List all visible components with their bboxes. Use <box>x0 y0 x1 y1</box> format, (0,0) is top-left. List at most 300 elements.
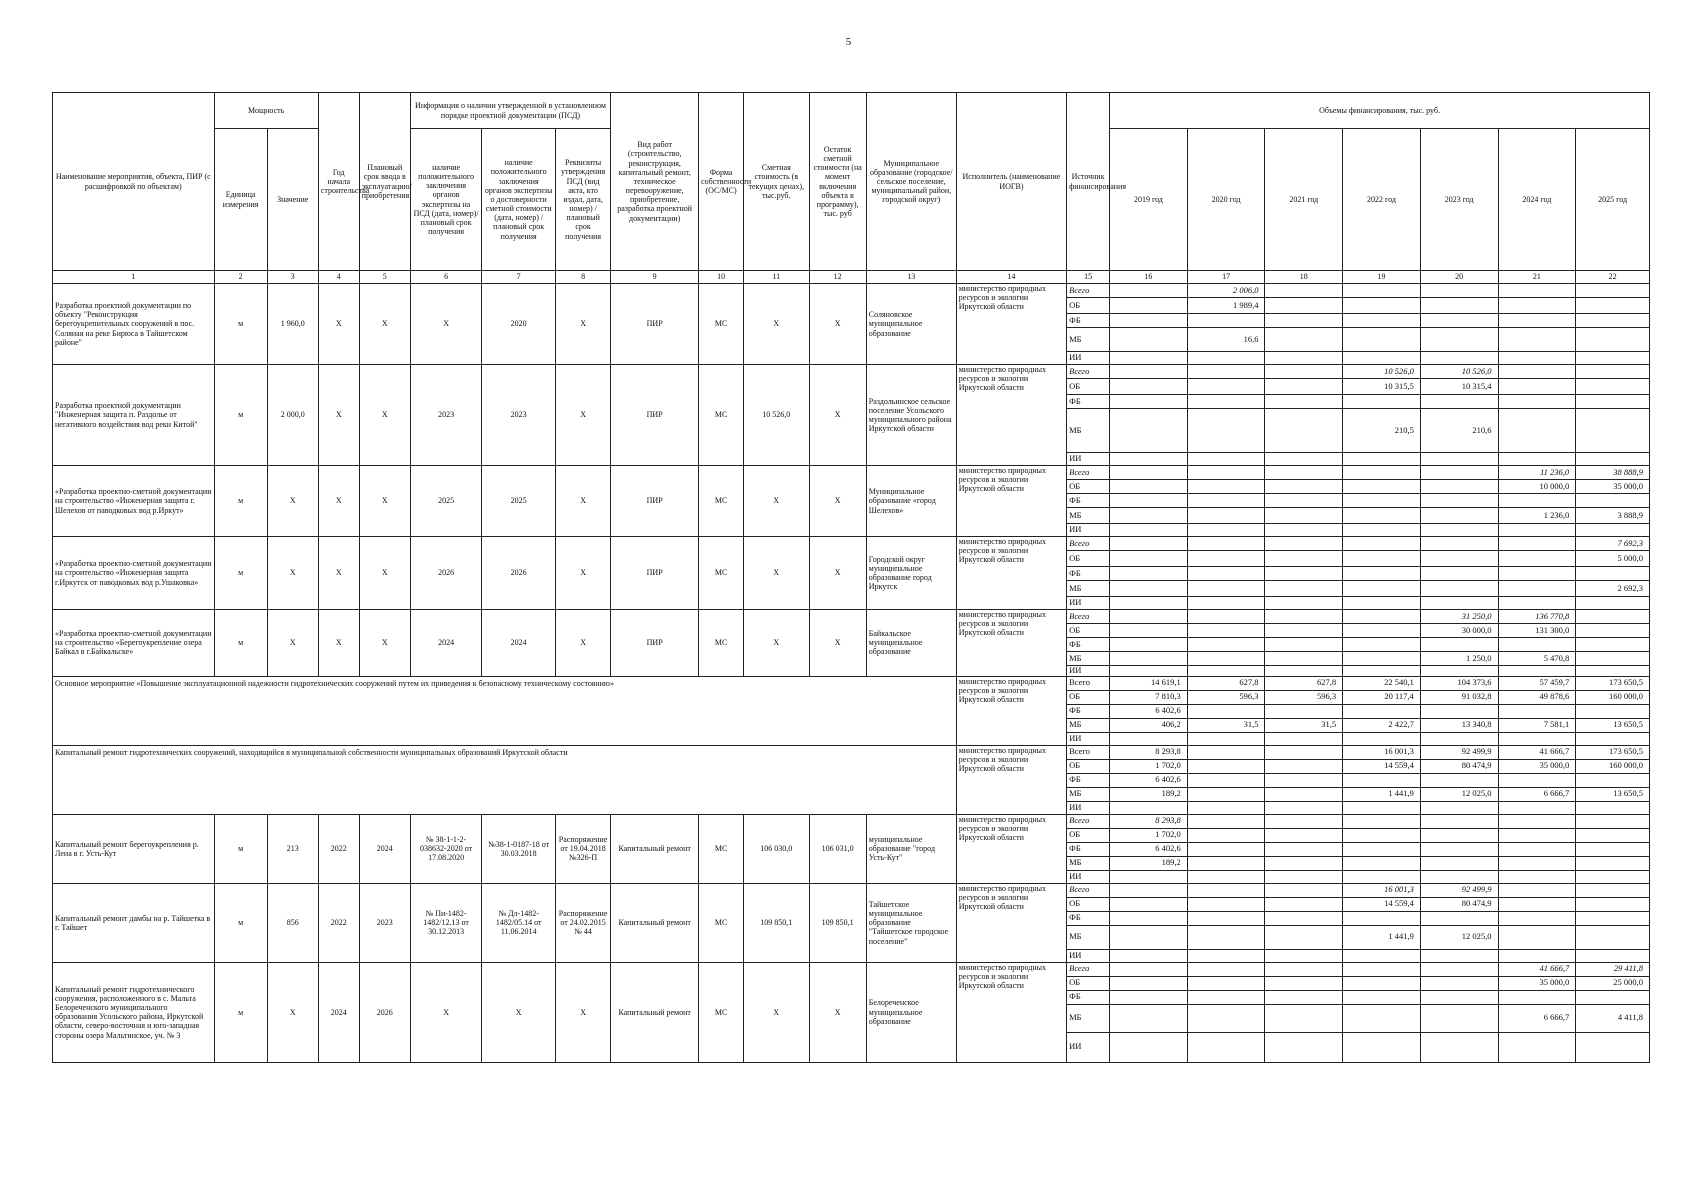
psd-cost-cell: 2024 <box>482 610 556 677</box>
funding-value <box>1343 814 1421 828</box>
funding-value <box>1343 976 1421 990</box>
funding-value <box>1110 638 1188 652</box>
funding-value <box>1498 856 1576 870</box>
funding-value <box>1343 567 1421 581</box>
funding-value <box>1110 395 1188 409</box>
municipal-cell: Тайшетское муниципальное образование "Тайшетское городское поселение" <box>866 883 956 962</box>
funding-value <box>1498 638 1576 652</box>
funding-value <box>1187 409 1265 453</box>
header-municipal: Муниципальное образование (городское/сельское поселение, муниципальный район, городской округ) <box>866 93 956 271</box>
funding-value: 210,6 <box>1420 409 1498 453</box>
funding-value <box>1576 870 1650 883</box>
est-cost-cell: Х <box>744 466 809 537</box>
funding-value <box>1265 759 1343 773</box>
funding-value <box>1498 453 1576 466</box>
funding-value: 80 474,9 <box>1420 759 1498 773</box>
funding-value <box>1576 314 1650 328</box>
column-number: 18 <box>1265 271 1343 284</box>
work-type-cell: ПИР <box>611 537 699 610</box>
funding-source-row <box>53 284 1650 298</box>
funding-value <box>1110 480 1188 494</box>
column-number: 8 <box>555 271 610 284</box>
funding-value <box>1265 842 1343 856</box>
funding-value <box>1420 856 1498 870</box>
funding-value <box>1498 494 1576 508</box>
executor-cell: министерство природных ресурсов и экологии Иркутской области <box>956 284 1066 365</box>
funding-value: 5 470,8 <box>1498 652 1576 666</box>
funding-value <box>1187 395 1265 409</box>
funding-source-row <box>53 883 1650 897</box>
funding-value <box>1498 801 1576 814</box>
funding-value <box>1343 652 1421 666</box>
funding-value: 6 402,6 <box>1110 704 1188 718</box>
header-value: Значение <box>267 129 318 271</box>
funding-value <box>1576 773 1650 787</box>
funding-value <box>1187 870 1265 883</box>
funding-value <box>1343 524 1421 537</box>
funding-value <box>1265 638 1343 652</box>
work-type-cell: Капитальный ремонт <box>611 883 699 962</box>
remainder-cell: Х <box>809 962 866 1062</box>
header-funding: Объемы финансирования, тыс. руб. <box>1110 93 1650 129</box>
funding-value <box>1576 328 1650 352</box>
funding-value <box>1343 624 1421 638</box>
funding-value <box>1498 379 1576 395</box>
funding-value: 57 459,7 <box>1498 676 1576 690</box>
source-label: МБ <box>1067 925 1110 949</box>
funding-value: 14 619,1 <box>1110 676 1188 690</box>
source-label: ИИ <box>1067 949 1110 962</box>
funding-value <box>1498 814 1576 828</box>
capacity-value: 213 <box>267 814 318 883</box>
funding-value <box>1187 365 1265 379</box>
funding-value <box>1498 732 1576 745</box>
unit-cell: м <box>214 610 267 677</box>
column-number: 11 <box>744 271 809 284</box>
funding-value <box>1110 883 1188 897</box>
header-year: 2024 год <box>1498 129 1576 271</box>
funding-value: 80 474,9 <box>1420 897 1498 911</box>
header-year: 2022 год <box>1343 129 1421 271</box>
funding-value <box>1498 897 1576 911</box>
funding-value: 6 402,6 <box>1110 773 1188 787</box>
funding-value: 1 989,4 <box>1187 298 1265 314</box>
ownership-cell: МС <box>699 962 744 1062</box>
funding-value <box>1265 883 1343 897</box>
work-type-cell: ПИР <box>611 610 699 677</box>
funding-value <box>1576 624 1650 638</box>
funding-value <box>1187 567 1265 581</box>
header-unit: Единица измерения <box>214 129 267 271</box>
funding-value <box>1576 284 1650 298</box>
source-label: Всего <box>1067 284 1110 298</box>
funding-value <box>1420 870 1498 883</box>
header-psd-info: Информация о наличии утвержденной в установленном порядке проектной документации (ПСД) <box>410 93 610 129</box>
funding-source-row <box>53 610 1650 624</box>
capacity-value: 2 000,0 <box>267 365 318 466</box>
psd-exam-cell: 2023 <box>410 365 482 466</box>
funding-value <box>1576 524 1650 537</box>
source-label: ФБ <box>1067 567 1110 581</box>
executor-cell: министерство природных ресурсов и экологии Иркутской области <box>956 883 1066 962</box>
funding-value <box>1343 949 1421 962</box>
header-year: 2021 год <box>1265 129 1343 271</box>
funding-value <box>1343 828 1421 842</box>
funding-value <box>1343 537 1421 551</box>
funding-value <box>1576 1032 1650 1062</box>
funding-value <box>1343 990 1421 1004</box>
funding-value <box>1187 911 1265 925</box>
funding-value <box>1576 298 1650 314</box>
funding-value <box>1110 537 1188 551</box>
object-name: «Разработка проектно-сметной документации на строительство «Инженерная защита г.Иркутск от паводковых вод р.Ушаковка» <box>53 537 215 610</box>
funding-value <box>1110 328 1188 352</box>
planned-cell: Х <box>359 610 410 677</box>
section-title: Капитальный ремонт гидротехнических сооружений, находящийся в муниципальной собственности муниципальных образований Иркутской области <box>53 745 957 814</box>
funding-value: 104 373,6 <box>1420 676 1498 690</box>
funding-value: 41 666,7 <box>1498 962 1576 976</box>
funding-value <box>1265 814 1343 828</box>
funding-value <box>1420 494 1498 508</box>
municipal-cell: Байкальское муниципальное образование <box>866 610 956 677</box>
funding-value <box>1420 976 1498 990</box>
funding-value <box>1420 597 1498 610</box>
source-label: ОБ <box>1067 828 1110 842</box>
funding-value <box>1420 466 1498 480</box>
psd-exam-cell: № Пи-1482-1482/12.13 от 30.12.2013 <box>410 883 482 962</box>
funding-value <box>1265 328 1343 352</box>
funding-value: 30 000,0 <box>1420 624 1498 638</box>
funding-value: 25 000,0 <box>1576 976 1650 990</box>
psd-req-cell: Х <box>555 610 610 677</box>
funding-value: 6 402,6 <box>1110 842 1188 856</box>
municipal-cell: муниципальное образование "город Усть-Кут" <box>866 814 956 883</box>
funding-value <box>1110 925 1188 949</box>
funding-value <box>1420 480 1498 494</box>
funding-value <box>1110 284 1188 298</box>
work-type-cell: ПИР <box>611 284 699 365</box>
funding-value <box>1343 395 1421 409</box>
psd-exam-cell: № 38-1-1-2-038632-2020 от 17.08.2020 <box>410 814 482 883</box>
funding-value <box>1265 379 1343 395</box>
funding-value <box>1420 581 1498 597</box>
psd-exam-cell: 2024 <box>410 610 482 677</box>
psd-exam-cell: Х <box>410 962 482 1062</box>
funding-value <box>1420 962 1498 976</box>
funding-value <box>1420 704 1498 718</box>
source-label: ОБ <box>1067 759 1110 773</box>
funding-value: 627,8 <box>1187 676 1265 690</box>
funding-value <box>1576 704 1650 718</box>
column-number: 7 <box>482 271 556 284</box>
funding-value: 16,6 <box>1187 328 1265 352</box>
funding-value <box>1265 453 1343 466</box>
funding-value <box>1498 666 1576 677</box>
funding-value: 7 692,3 <box>1576 537 1650 551</box>
source-label: ИИ <box>1067 1032 1110 1062</box>
remainder-cell: Х <box>809 284 866 365</box>
psd-cost-cell: Х <box>482 962 556 1062</box>
header-capacity: Мощность <box>214 93 318 129</box>
header-est-cost: Сметная стоимость (в текущих ценах), тыс.руб. <box>744 93 809 271</box>
funding-value <box>1576 897 1650 911</box>
funding-value <box>1576 883 1650 897</box>
funding-value <box>1110 962 1188 976</box>
funding-value <box>1420 453 1498 466</box>
funding-value: 12 025,0 <box>1420 787 1498 801</box>
funding-value: 136 770,8 <box>1498 610 1576 624</box>
funding-value <box>1265 732 1343 745</box>
funding-value <box>1576 652 1650 666</box>
source-label: ИИ <box>1067 732 1110 745</box>
unit-cell: м <box>214 962 267 1062</box>
funding-value <box>1265 897 1343 911</box>
funding-value <box>1110 990 1188 1004</box>
funding-value: 14 559,4 <box>1343 897 1421 911</box>
source-label: ФБ <box>1067 842 1110 856</box>
header-executor: Исполнитель (наименование ИОГВ) <box>956 93 1066 271</box>
header-psd-exam: наличие положительного заключения органов экспертизы на ПСД (дата, номер)/плановый срок получения <box>410 129 482 271</box>
funding-value: 10 000,0 <box>1498 480 1576 494</box>
capacity-value: Х <box>267 537 318 610</box>
funding-value <box>1343 314 1421 328</box>
source-label: ФБ <box>1067 704 1110 718</box>
column-number: 9 <box>611 271 699 284</box>
object-name: Капитальный ремонт берегоукрепления р. Лена в г. Усть-Кут <box>53 814 215 883</box>
funding-value <box>1420 638 1498 652</box>
source-label: ФБ <box>1067 773 1110 787</box>
psd-req-cell: Х <box>555 537 610 610</box>
psd-req-cell: Х <box>555 962 610 1062</box>
funding-value <box>1110 624 1188 638</box>
unit-cell: м <box>214 814 267 883</box>
funding-value <box>1343 298 1421 314</box>
funding-value <box>1265 745 1343 759</box>
funding-value <box>1498 842 1576 856</box>
funding-value <box>1187 732 1265 745</box>
funding-value: 6 666,7 <box>1498 787 1576 801</box>
funding-source-row <box>53 745 1650 759</box>
funding-value: 12 025,0 <box>1420 925 1498 949</box>
column-number: 16 <box>1110 271 1188 284</box>
column-number: 15 <box>1067 271 1110 284</box>
planned-cell: 2024 <box>359 814 410 883</box>
funding-value <box>1110 508 1188 524</box>
funding-value <box>1498 773 1576 787</box>
header-source: Источник финансирования <box>1067 93 1110 271</box>
funding-value <box>1343 494 1421 508</box>
funding-value <box>1265 610 1343 624</box>
funding-value: 189,2 <box>1110 856 1188 870</box>
funding-value <box>1265 787 1343 801</box>
funding-value <box>1498 828 1576 842</box>
source-label: Всего <box>1067 537 1110 551</box>
funding-value: 2 006,0 <box>1187 284 1265 298</box>
psd-cost-cell: 2023 <box>482 365 556 466</box>
header-work-type: Вид работ (строительство, реконструкция, капитальный ремонт, техническое перевооружение, приобретение, разработка проектной документации) <box>611 93 699 271</box>
remainder-cell: 109 850,1 <box>809 883 866 962</box>
funding-value <box>1343 962 1421 976</box>
funding-value: 41 666,7 <box>1498 745 1576 759</box>
funding-value <box>1187 453 1265 466</box>
funding-value <box>1265 524 1343 537</box>
remainder-cell: 106 031,0 <box>809 814 866 883</box>
funding-value <box>1498 409 1576 453</box>
funding-value <box>1110 298 1188 314</box>
funding-value: 2 422,7 <box>1343 718 1421 732</box>
funding-value <box>1576 610 1650 624</box>
funding-value <box>1265 567 1343 581</box>
funding-value <box>1498 298 1576 314</box>
funding-value <box>1498 581 1576 597</box>
capacity-value: Х <box>267 610 318 677</box>
funding-value <box>1420 508 1498 524</box>
column-number: 14 <box>956 271 1066 284</box>
funding-value: 7 581,1 <box>1498 718 1576 732</box>
funding-value <box>1576 856 1650 870</box>
psd-cost-cell: 2020 <box>482 284 556 365</box>
funding-value <box>1420 1004 1498 1032</box>
executor-cell: министерство природных ресурсов и экологии Иркутской области <box>956 962 1066 1062</box>
funding-source-row <box>53 814 1650 828</box>
source-label: МБ <box>1067 718 1110 732</box>
funding-value <box>1110 524 1188 537</box>
funding-value <box>1343 581 1421 597</box>
funding-value <box>1343 773 1421 787</box>
funding-value <box>1420 801 1498 814</box>
source-label: ИИ <box>1067 666 1110 677</box>
funding-value <box>1265 508 1343 524</box>
funding-value: 173 650,5 <box>1576 745 1650 759</box>
ownership-cell: МС <box>699 284 744 365</box>
psd-req-cell: Распоряжение от 19.04.2018 №326-П <box>555 814 610 883</box>
remainder-cell: Х <box>809 537 866 610</box>
funding-value <box>1420 395 1498 409</box>
source-label: МБ <box>1067 652 1110 666</box>
funding-value <box>1187 949 1265 962</box>
funding-value <box>1187 787 1265 801</box>
funding-value <box>1420 911 1498 925</box>
psd-exam-cell: 2025 <box>410 466 482 537</box>
column-numbers-row <box>53 271 1650 284</box>
funding-value <box>1110 870 1188 883</box>
source-label: ОБ <box>1067 897 1110 911</box>
funding-value <box>1265 284 1343 298</box>
funding-value <box>1343 704 1421 718</box>
funding-value <box>1110 911 1188 925</box>
funding-value <box>1576 365 1650 379</box>
funding-value <box>1498 870 1576 883</box>
column-number: 12 <box>809 271 866 284</box>
funding-value <box>1420 328 1498 352</box>
funding-value <box>1265 773 1343 787</box>
funding-value <box>1343 638 1421 652</box>
funding-value: 627,8 <box>1265 676 1343 690</box>
funding-source-row <box>53 365 1650 379</box>
planned-cell: Х <box>359 537 410 610</box>
funding-value <box>1420 567 1498 581</box>
funding-value <box>1576 925 1650 949</box>
source-label: ИИ <box>1067 597 1110 610</box>
start-year-cell: 2022 <box>318 814 359 883</box>
funding-value: 91 032,8 <box>1420 690 1498 704</box>
source-label: Всего <box>1067 610 1110 624</box>
program-table <box>52 92 1650 1063</box>
column-number: 17 <box>1187 271 1265 284</box>
funding-value <box>1187 551 1265 567</box>
source-label: Всего <box>1067 676 1110 690</box>
header-year: 2025 год <box>1576 129 1650 271</box>
source-label: ФБ <box>1067 911 1110 925</box>
funding-value <box>1343 480 1421 494</box>
funding-value: 14 559,4 <box>1343 759 1421 773</box>
funding-value: 406,2 <box>1110 718 1188 732</box>
funding-value: 35 000,0 <box>1576 480 1650 494</box>
source-label: МБ <box>1067 787 1110 801</box>
source-label: Всего <box>1067 883 1110 897</box>
psd-exam-cell: Х <box>410 284 482 365</box>
funding-value <box>1187 856 1265 870</box>
funding-value <box>1576 732 1650 745</box>
funding-value: 1 236,0 <box>1498 508 1576 524</box>
funding-value: 31,5 <box>1265 718 1343 732</box>
funding-value <box>1498 551 1576 567</box>
psd-req-cell: Распоряжение от 24.02.2015 № 44 <box>555 883 610 962</box>
source-label: ФБ <box>1067 395 1110 409</box>
municipal-cell: Городской округ муниципальное образование город Иркутск <box>866 537 956 610</box>
source-label: ИИ <box>1067 524 1110 537</box>
funding-value <box>1265 911 1343 925</box>
header-ownership: Форма собственности (ОС/МС) <box>699 93 744 271</box>
funding-value <box>1576 949 1650 962</box>
funding-value <box>1110 581 1188 597</box>
funding-value <box>1187 597 1265 610</box>
funding-value <box>1110 1004 1188 1032</box>
funding-value <box>1420 352 1498 365</box>
funding-value <box>1576 494 1650 508</box>
funding-value <box>1187 842 1265 856</box>
funding-value <box>1265 314 1343 328</box>
funding-value: 2 692,3 <box>1576 581 1650 597</box>
funding-value: 596,3 <box>1187 690 1265 704</box>
executor-cell: министерство природных ресурсов и экологии Иркутской области <box>956 537 1066 610</box>
source-label: ИИ <box>1067 453 1110 466</box>
funding-value <box>1187 704 1265 718</box>
psd-req-cell: Х <box>555 365 610 466</box>
start-year-cell: Х <box>318 537 359 610</box>
funding-value: 1 702,0 <box>1110 828 1188 842</box>
unit-cell: м <box>214 883 267 962</box>
funding-value <box>1343 870 1421 883</box>
column-number: 5 <box>359 271 410 284</box>
source-label: МБ <box>1067 1004 1110 1032</box>
funding-value: 11 236,0 <box>1498 466 1576 480</box>
funding-value: 10 526,0 <box>1343 365 1421 379</box>
funding-value <box>1187 652 1265 666</box>
header-start-year: Год начала строительства <box>318 93 359 271</box>
funding-value <box>1420 828 1498 842</box>
unit-cell: м <box>214 365 267 466</box>
funding-value <box>1187 759 1265 773</box>
funding-value <box>1576 352 1650 365</box>
source-label: ОБ <box>1067 298 1110 314</box>
funding-value: 35 000,0 <box>1498 976 1576 990</box>
ownership-cell: МС <box>699 883 744 962</box>
source-label: Всего <box>1067 466 1110 480</box>
funding-value <box>1265 298 1343 314</box>
est-cost-cell: Х <box>744 537 809 610</box>
municipal-cell: Муниципальное образование «город Шелехов» <box>866 466 956 537</box>
